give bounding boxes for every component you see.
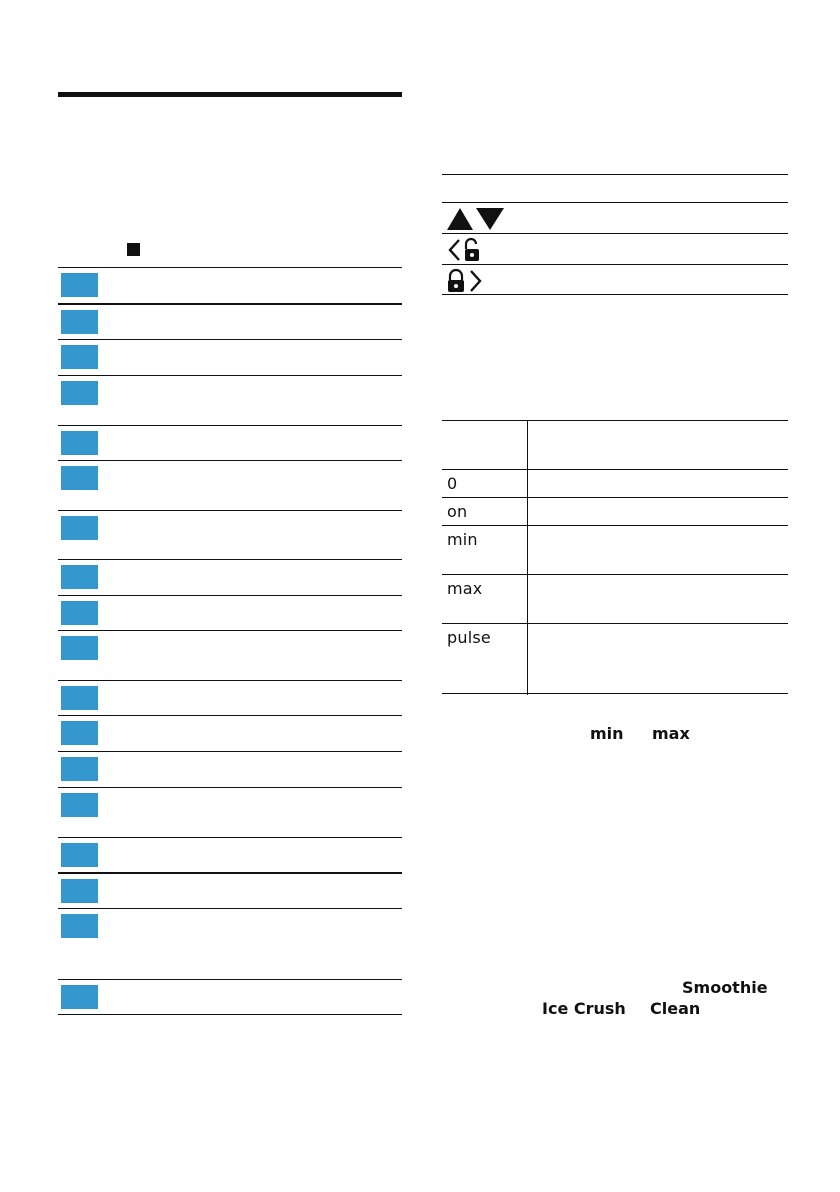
row-number-badge	[61, 381, 98, 405]
switch-positions-table	[442, 420, 788, 694]
table-row	[442, 470, 788, 498]
table-row	[442, 526, 788, 575]
table-row	[58, 909, 402, 980]
row-number-badge	[61, 431, 98, 455]
table-row	[58, 631, 402, 681]
table-row	[442, 575, 788, 624]
row-number-badge	[61, 466, 98, 490]
table-row	[58, 752, 402, 788]
row-number-badge	[61, 757, 98, 781]
components-table	[58, 267, 402, 1015]
row-number-badge	[61, 721, 98, 745]
row-number-badge	[61, 601, 98, 625]
row-number-badge	[61, 879, 98, 903]
table-row	[442, 234, 788, 265]
inline-word-smoothie: Smoothie	[682, 978, 768, 997]
row-number-badge	[61, 310, 98, 334]
table-row	[58, 426, 402, 461]
table-row	[442, 624, 788, 694]
table-row	[58, 268, 402, 304]
table-header-row	[442, 420, 788, 470]
table-row	[58, 980, 402, 1015]
table-row	[442, 265, 788, 295]
position-key: min	[447, 530, 478, 549]
stop-square-icon	[127, 243, 140, 256]
section-title-rule	[58, 92, 402, 97]
table-row	[58, 560, 402, 596]
table-row	[58, 511, 402, 560]
position-key: 0	[447, 474, 458, 493]
table-row	[58, 376, 402, 426]
table-row	[58, 681, 402, 716]
table-row	[58, 461, 402, 511]
row-number-badge	[61, 345, 98, 369]
row-number-badge	[61, 565, 98, 589]
row-number-badge	[61, 914, 98, 938]
row-number-badge	[61, 843, 98, 867]
table-row	[58, 838, 402, 873]
table-row	[58, 340, 402, 376]
position-key: on	[447, 502, 468, 521]
inline-word-ice-crush: Ice Crush	[542, 999, 626, 1018]
table-row	[442, 203, 788, 234]
table-row	[58, 716, 402, 752]
chevron-left-unlock-icon	[446, 237, 486, 263]
inline-word-max: max	[652, 724, 690, 743]
up-down-arrows-icon	[446, 206, 508, 232]
position-key: pulse	[447, 628, 491, 647]
control-icons-table	[442, 174, 788, 295]
table-row	[442, 498, 788, 526]
table-row	[58, 873, 402, 909]
row-number-badge	[61, 273, 98, 297]
position-key: max	[447, 579, 483, 598]
row-number-badge	[61, 985, 98, 1009]
row-number-badge	[61, 636, 98, 660]
table-row	[58, 788, 402, 838]
table-row	[58, 304, 402, 340]
inline-word-clean: Clean	[650, 999, 701, 1018]
row-number-badge	[61, 686, 98, 710]
row-number-badge	[61, 516, 98, 540]
row-number-badge	[61, 793, 98, 817]
lock-chevron-right-icon	[446, 268, 486, 294]
table-row	[58, 596, 402, 631]
inline-word-min: min	[590, 724, 624, 743]
table-header-row	[442, 174, 788, 203]
